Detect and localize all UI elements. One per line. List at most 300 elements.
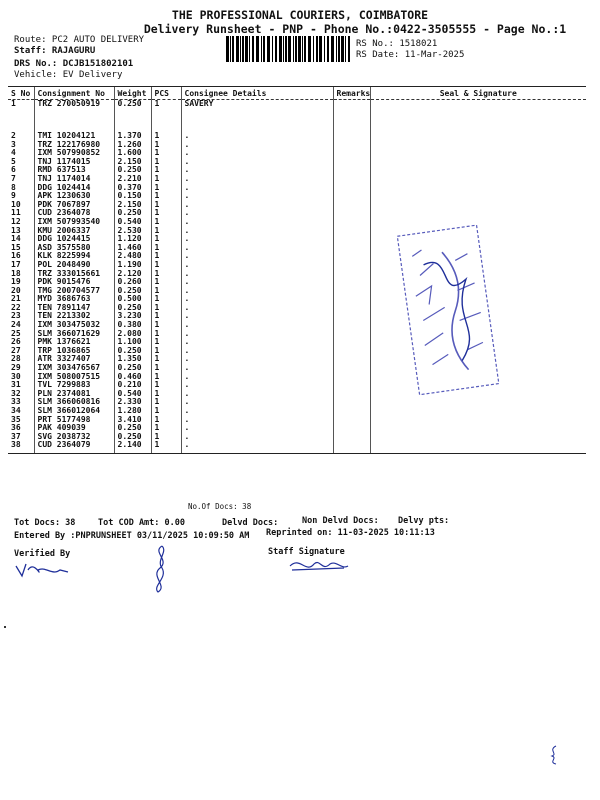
barcode-bar	[226, 36, 229, 62]
cell-details: .	[181, 433, 333, 442]
table-row	[8, 201, 586, 210]
cell-sno: 28	[11, 354, 21, 364]
cell-details: .	[181, 175, 333, 184]
cell-seal	[370, 424, 586, 433]
cell-remarks	[333, 175, 370, 184]
cell-remarks	[333, 209, 370, 218]
cell-wt: 0.260	[114, 278, 151, 287]
cell-sno: 8	[11, 182, 16, 192]
cell-sno: 23	[11, 311, 21, 321]
cell-pcs: 1	[151, 416, 181, 425]
cell-cons: PLN 2374081	[34, 390, 114, 399]
cell-wt: 2.150	[114, 201, 151, 210]
cell-details: SAVERY	[181, 100, 333, 127]
cell-remarks	[333, 132, 370, 141]
cell-pcs: 1	[151, 355, 181, 364]
cell-seal	[370, 416, 586, 425]
cell-wt: 3.230	[114, 312, 151, 321]
cell-wt: 0.250	[114, 433, 151, 442]
cell-wt: 2.120	[114, 270, 151, 279]
cell-cons: SLM 366071629	[34, 330, 114, 339]
cell-cons: APK 1230630	[34, 192, 114, 201]
cell-wt: 0.540	[114, 218, 151, 227]
cell-pcs: 1	[151, 244, 181, 253]
barcode-bar	[298, 36, 301, 62]
cell-cons: PDK 7067897	[34, 201, 114, 210]
barcode-bar	[348, 36, 350, 62]
cell-sno: 18	[11, 268, 21, 278]
cell-cons: POL 2048490	[34, 261, 114, 270]
barcode-image	[226, 36, 350, 62]
cell-sno: 29	[11, 363, 21, 373]
cell-details: .	[181, 132, 333, 141]
col-sno: S No	[8, 87, 34, 100]
cell-seal	[370, 398, 586, 407]
cell-details: .	[181, 407, 333, 416]
cell-details: .	[181, 416, 333, 425]
cell-wt: 0.460	[114, 373, 151, 382]
cell-sno: 31	[11, 380, 21, 390]
cell-sno: 7	[11, 173, 16, 183]
cell-cons: PDK 9015476	[34, 278, 114, 287]
cell-sno: 38	[8, 441, 34, 454]
cell-pcs: 1	[151, 347, 181, 356]
cell-sno: 15	[11, 242, 21, 252]
cell-seal	[370, 141, 586, 150]
cell-details: .	[181, 209, 333, 218]
table-row	[8, 295, 586, 304]
cell-sno: 37	[11, 431, 21, 441]
handwritten-mark	[148, 542, 174, 594]
vehicle-label: Vehicle: EV Delivery	[14, 70, 123, 80]
cell-pcs: 1	[151, 407, 181, 416]
cell-remarks	[333, 416, 370, 425]
cell-pcs: 1	[151, 201, 181, 210]
barcode-bar	[327, 36, 329, 62]
staff-label: Staff: RAJAGURU	[14, 46, 96, 56]
cell-sno: 33	[11, 397, 21, 407]
cell-seal	[370, 192, 586, 201]
cell-details: .	[181, 441, 333, 454]
cell-sno: 27	[11, 345, 21, 355]
cell-sno: 1	[11, 99, 16, 108]
cell-remarks	[333, 100, 370, 127]
table-row	[8, 304, 586, 313]
cell-sno: 26	[11, 337, 21, 347]
table-row	[8, 287, 586, 296]
barcode-bar	[275, 36, 277, 62]
cell-remarks	[333, 201, 370, 210]
table-row	[8, 175, 586, 184]
cell-details: .	[181, 235, 333, 244]
cell-details: .	[181, 158, 333, 167]
cell-wt: 1.280	[114, 407, 151, 416]
cell-wt: 0.250	[114, 209, 151, 218]
corner-mark	[546, 742, 560, 768]
cell-cons: PAK 409039	[34, 424, 114, 433]
table-row	[8, 100, 586, 127]
cell-pcs: 1	[151, 158, 181, 167]
table-row	[8, 166, 586, 175]
barcode-bar	[242, 36, 244, 62]
cell-wt: 0.250	[114, 100, 151, 127]
cell-pcs: 1	[151, 270, 181, 279]
barcode-bar	[267, 36, 270, 62]
cell-cons: CUD 2364078	[34, 209, 114, 218]
cell-pcs: 1	[151, 373, 181, 382]
cell-sno: 19	[11, 277, 21, 287]
table-row	[8, 244, 586, 253]
cell-cons: ASD 3575580	[34, 244, 114, 253]
cell-wt: 3.410	[114, 416, 151, 425]
cell-details: .	[181, 381, 333, 390]
cell-cons: TNJ 1174014	[34, 175, 114, 184]
cell-pcs: 1	[151, 235, 181, 244]
cell-wt: 0.250	[114, 364, 151, 373]
cell-remarks	[333, 192, 370, 201]
col-seal: Seal & Signature	[370, 87, 586, 100]
cell-remarks	[333, 407, 370, 416]
col-weight: Weight	[114, 87, 151, 100]
staff-signature-mark	[286, 554, 350, 576]
cell-wt: 0.250	[114, 304, 151, 313]
table-row	[8, 184, 586, 193]
cell-sno: 11	[11, 208, 21, 218]
cell-sno: 32	[11, 388, 21, 398]
cell-pcs: 1	[151, 261, 181, 270]
barcode-bar	[316, 36, 318, 62]
cell-wt: 1.260	[114, 141, 151, 150]
cell-wt: 0.500	[114, 295, 151, 304]
cell-remarks	[333, 295, 370, 304]
cell-remarks	[333, 441, 370, 454]
cell-sno: 17	[11, 259, 21, 269]
cell-wt: 1.190	[114, 261, 151, 270]
cell-wt: 0.370	[114, 184, 151, 193]
runsheet-table	[8, 86, 586, 454]
cell-cons: DDG 1024415	[34, 235, 114, 244]
barcode-bar	[272, 36, 273, 62]
barcode-bar	[263, 36, 265, 62]
cell-remarks	[333, 364, 370, 373]
barcode-bar	[319, 36, 322, 62]
cell-cons: TEN 2213302	[34, 312, 114, 321]
route-label: Route: PC2 AUTO DELIVERY	[14, 35, 145, 45]
col-consignment: Consignment No	[34, 87, 114, 100]
cell-cons: KLK 8225994	[34, 252, 114, 261]
cell-details: .	[181, 278, 333, 287]
runsheet-title: Delivery Runsheet - PNP - Phone No.:0422-3505555 - Page No.:1	[143, 22, 567, 36]
cell-wt: 2.530	[114, 227, 151, 236]
cell-pcs: 1	[151, 218, 181, 227]
cell-remarks	[333, 227, 370, 236]
cell-details: .	[181, 355, 333, 364]
cell-pcs: 1	[151, 295, 181, 304]
cell-pcs: 1	[151, 330, 181, 339]
cell-wt: 0.540	[114, 390, 151, 399]
col-remarks: Remarks	[333, 87, 370, 100]
cell-sno: 6	[11, 165, 16, 175]
cell-sno: 5	[11, 156, 16, 166]
barcode-bar	[236, 36, 239, 62]
scan-speck	[4, 626, 6, 628]
cell-remarks	[333, 218, 370, 227]
barcode-bar	[285, 36, 287, 62]
cell-pcs: 1	[151, 166, 181, 175]
cell-seal	[370, 100, 586, 127]
cell-remarks	[333, 141, 370, 150]
cell-cons: IXM 508007515	[34, 373, 114, 382]
cell-wt: 0.380	[114, 321, 151, 330]
barcode-bar	[293, 36, 294, 62]
tot-docs: Tot Docs: 38	[14, 518, 76, 528]
cell-details: .	[181, 330, 333, 339]
cell-pcs: 1	[151, 338, 181, 347]
cell-pcs: 1	[151, 184, 181, 193]
cell-remarks	[333, 398, 370, 407]
cell-sno: 12	[11, 216, 21, 226]
cell-pcs: 1	[151, 252, 181, 261]
cell-sno: 22	[11, 302, 21, 312]
cell-wt: 1.350	[114, 355, 151, 364]
cell-wt: 0.210	[114, 381, 151, 390]
barcode-bar	[345, 36, 346, 62]
cell-remarks	[333, 184, 370, 193]
cell-pcs: 1	[151, 390, 181, 399]
cell-cons: ATR 3327407	[34, 355, 114, 364]
cell-cons: TNJ 1174015	[34, 158, 114, 167]
cell-details: .	[181, 261, 333, 270]
cell-pcs: 1	[151, 209, 181, 218]
cell-remarks	[333, 338, 370, 347]
cell-details: .	[181, 287, 333, 296]
cell-remarks	[333, 287, 370, 296]
cell-seal	[370, 184, 586, 193]
cell-sno: 4	[11, 148, 16, 158]
cell-cons: TRZ 122176980	[34, 141, 114, 150]
barcode-bar	[252, 36, 254, 62]
cell-cons: DDG 1024414	[34, 184, 114, 193]
cell-sno: 36	[11, 423, 21, 433]
cell-cons: KMU 2006337	[34, 227, 114, 236]
rs-date: RS Date: 11-Mar-2025	[356, 50, 465, 60]
table-row	[8, 270, 586, 279]
cell-sno: 20	[11, 285, 21, 295]
cell-cons: PMK 1376621	[34, 338, 114, 347]
cell-pcs: 1	[151, 398, 181, 407]
barcode-bar	[308, 36, 311, 62]
cell-pcs: 1	[151, 278, 181, 287]
barcode-bar	[336, 36, 337, 62]
cell-wt: 2.210	[114, 175, 151, 184]
barcode-bar	[230, 36, 231, 62]
entered-by: Entered By :PNPRUNSHEET 03/11/2025 10:09:50 AM	[14, 531, 250, 541]
cell-remarks	[333, 312, 370, 321]
cell-sno: 3	[11, 139, 16, 149]
cell-cons: TRZ 333015661	[34, 270, 114, 279]
table-row	[8, 218, 586, 227]
no-of-docs: No.Of Docs: 38	[188, 502, 252, 511]
cell-wt: 2.080	[114, 330, 151, 339]
cell-details: .	[181, 166, 333, 175]
cell-cons: TMG 200704577	[34, 287, 114, 296]
cell-cons: TMI 10204121	[34, 132, 114, 141]
cell-sno: 25	[11, 328, 21, 338]
cell-sno: 14	[11, 234, 21, 244]
barcode-bar	[341, 36, 344, 62]
barcode-bar	[331, 36, 334, 62]
barcode-bar	[245, 36, 248, 62]
cell-pcs: 1	[151, 364, 181, 373]
cell-wt: 2.480	[114, 252, 151, 261]
barcode-bar	[302, 36, 303, 62]
cell-seal	[370, 433, 586, 442]
cell-remarks	[333, 355, 370, 364]
cell-pcs: 1	[151, 149, 181, 158]
cell-details: .	[181, 398, 333, 407]
cell-details: .	[181, 347, 333, 356]
cell-wt: 0.250	[114, 166, 151, 175]
cell-pcs: 1	[151, 132, 181, 141]
cell-cons: TVL 7299883	[34, 381, 114, 390]
cell-details: .	[181, 424, 333, 433]
cell-wt: 2.330	[114, 398, 151, 407]
cell-cons: TRZ 270050919	[34, 100, 114, 127]
company-title: THE PROFESSIONAL COURIERS, COIMBATORE	[171, 8, 429, 22]
table-row	[8, 158, 586, 167]
cell-remarks	[333, 381, 370, 390]
cell-sno: 30	[11, 371, 21, 381]
cell-cons: TEN 7891147	[34, 304, 114, 313]
cell-pcs: 1	[151, 304, 181, 313]
cell-pcs: 1	[151, 192, 181, 201]
barcode-bar	[256, 36, 259, 62]
cell-pcs: 1	[151, 227, 181, 236]
cell-details: .	[181, 149, 333, 158]
cell-seal	[370, 149, 586, 158]
cell-details: .	[181, 184, 333, 193]
cell-sno: 16	[11, 251, 21, 261]
cell-wt: 0.250	[114, 347, 151, 356]
cell-wt: 0.250	[114, 287, 151, 296]
rs-number: RS No.: 1518021	[356, 39, 438, 49]
cell-seal	[370, 175, 586, 184]
barcode-bar	[304, 36, 306, 62]
cell-pcs: 1	[151, 441, 181, 454]
cell-remarks	[333, 347, 370, 356]
cell-wt: 1.370	[114, 132, 151, 141]
cell-remarks	[333, 158, 370, 167]
cell-remarks	[333, 424, 370, 433]
verifier-signature	[12, 556, 72, 582]
cell-cons: RMD 637513	[34, 166, 114, 175]
cell-seal	[370, 166, 586, 175]
table-row	[8, 441, 586, 454]
barcode-bar	[261, 36, 262, 62]
cell-remarks	[333, 373, 370, 382]
cell-details: .	[181, 373, 333, 382]
cell-details: .	[181, 270, 333, 279]
cell-sno: 10	[11, 199, 21, 209]
cell-pcs: 1	[151, 175, 181, 184]
cell-cons: IXM 303476567	[34, 364, 114, 373]
barcode-bar	[283, 36, 284, 62]
cell-wt: 1.460	[114, 244, 151, 253]
cell-pcs: 1	[151, 312, 181, 321]
cell-pcs: 1	[151, 321, 181, 330]
verified-by: Verified By	[14, 549, 71, 559]
cell-remarks	[333, 321, 370, 330]
cell-details: .	[181, 192, 333, 201]
delvd-docs: Delvd Docs:	[222, 518, 279, 528]
cell-cons: SLM 366012064	[34, 407, 114, 416]
table-row	[8, 416, 586, 425]
cell-wt: 2.140	[114, 441, 151, 454]
staff-signature: Staff Signature	[268, 547, 345, 557]
delvy-pts: Delvy pts:	[398, 516, 450, 526]
cell-details: .	[181, 201, 333, 210]
cell-details: .	[181, 390, 333, 399]
cell-details: .	[181, 252, 333, 261]
cell-details: .	[181, 227, 333, 236]
cell-cons: SVG 2038732	[34, 433, 114, 442]
tot-cod: Tot COD Amt: 0.00	[98, 518, 185, 528]
table-row	[8, 252, 586, 261]
cell-wt: 2.150	[114, 158, 151, 167]
cell-seal	[370, 441, 586, 454]
cell-cons: IXM 507993540	[34, 218, 114, 227]
cell-wt: 1.120	[114, 235, 151, 244]
cell-remarks	[333, 304, 370, 313]
cell-remarks	[333, 433, 370, 442]
cell-cons: CUD 2364079	[34, 441, 114, 454]
non-delvd-docs: Non Delvd Docs:	[302, 516, 379, 526]
cell-seal	[370, 201, 586, 210]
cell-cons: IXM 303475032	[34, 321, 114, 330]
cell-details: .	[181, 312, 333, 321]
cell-sno: 2	[11, 131, 16, 140]
cell-pcs: 1	[151, 141, 181, 150]
col-consignee: Consignee Details	[181, 87, 333, 100]
cell-details: .	[181, 244, 333, 253]
barcode-bar	[324, 36, 325, 62]
cell-wt: 1.600	[114, 149, 151, 158]
cell-remarks	[333, 244, 370, 253]
cell-sno: 9	[11, 191, 16, 201]
cell-details: .	[181, 304, 333, 313]
barcode-bar	[338, 36, 340, 62]
cell-remarks	[333, 149, 370, 158]
cell-seal	[370, 132, 586, 141]
table-row	[8, 227, 586, 236]
barcode-bar	[249, 36, 250, 62]
cell-remarks	[333, 278, 370, 287]
barcode-bar	[295, 36, 297, 62]
barcode-bar	[232, 36, 234, 62]
cell-details: .	[181, 364, 333, 373]
cell-remarks	[333, 252, 370, 261]
reprinted-on: Reprinted on: 11-03-2025 10:11:13	[266, 528, 435, 538]
cell-wt: 1.100	[114, 338, 151, 347]
cell-remarks	[333, 166, 370, 175]
drs-number: DRS No.: DCJB151802101	[14, 59, 134, 69]
table-row	[8, 149, 586, 158]
cell-cons: MYD 3686763	[34, 295, 114, 304]
table-row	[8, 407, 586, 416]
cell-sno: 13	[11, 225, 21, 235]
barcode-bar	[313, 36, 314, 62]
col-pcs: PCS	[151, 87, 181, 100]
